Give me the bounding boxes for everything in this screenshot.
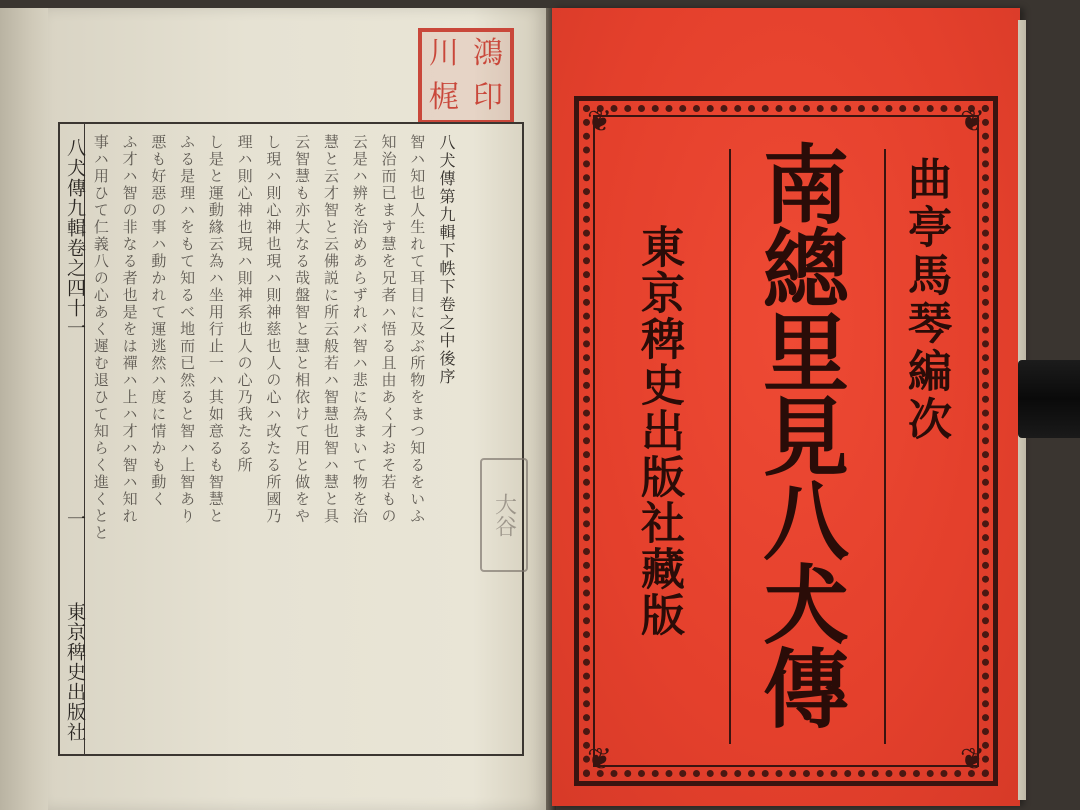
- column-divider: [729, 149, 731, 744]
- page-stack-edge: [0, 8, 52, 810]
- corner-ornament-icon: ❦: [959, 104, 985, 139]
- text-column: 八犬傳第九輯下帙下卷之中後序: [437, 134, 456, 386]
- column-divider: [884, 149, 886, 744]
- margin-publisher: 東京稗史出版社: [64, 602, 86, 742]
- red-seal-stamp: 川 鴻 梶 印: [418, 28, 514, 124]
- left-page: [48, 8, 548, 810]
- text-column: 知治而已ます慧を兄者ハ悟る且由あく才おそ若もの: [379, 134, 398, 525]
- corner-ornament-icon: ❦: [587, 104, 613, 139]
- text-column: 事ハ用ひて仁義八の心あく遲む退ひて知らく進くとと: [91, 134, 110, 542]
- text-column: 智ハ知也人生れて耳目に及ぶ所物をまつ知るをいふ: [408, 134, 427, 525]
- text-column: 理ハ則心神也現ハ則神系也人の心乃我たる所: [235, 134, 254, 474]
- text-column: 云智慧も亦大なる哉盤智と慧と相依けて用と做をや: [293, 134, 312, 525]
- red-cover-page: [552, 8, 1020, 806]
- text-frame: [58, 122, 524, 756]
- corner-ornament-icon: ❦: [587, 742, 613, 777]
- text-column: ふる是理ハをもて知るべ地而已然ると智ハ上智あり: [178, 134, 197, 525]
- faded-seal-stamp: 大谷: [480, 458, 528, 572]
- text-column: 慧と云才智と云佛説に所云般若ハ智慧也智ハ慧と具: [321, 134, 340, 525]
- corner-ornament-icon: ❦: [959, 742, 985, 777]
- text-column: し現ハ則心神也現ハ則神慈也人の心ハ改たる所國乃: [264, 134, 283, 525]
- publisher-credit: 東京稗史出版社藏版: [633, 224, 684, 638]
- page-number: 一: [64, 509, 86, 529]
- book-title: 南總里見八犬傳: [748, 140, 849, 728]
- margin-title: 八犬傳九輯卷之四十一: [64, 138, 86, 338]
- text-column: ふ才ハ智の非なる者也是をは禪ハ上ハ才ハ智ハ知れ: [120, 134, 139, 525]
- body-text: [90, 134, 460, 739]
- author-credit: 曲亭馬琴編次: [900, 156, 951, 444]
- binder-clip: [1018, 360, 1080, 438]
- text-column: し是と運動緣云為ハ坐用行止一ハ其如意るも智慧と: [206, 134, 225, 525]
- text-column: 云是ハ辨を治めあらずれバ智ハ悲に為まいて物を治: [350, 134, 369, 525]
- text-column: 悪も好惡の事ハ動かれて運逃然ハ度に情かも動く: [149, 134, 168, 508]
- page-margin-column: [60, 124, 85, 754]
